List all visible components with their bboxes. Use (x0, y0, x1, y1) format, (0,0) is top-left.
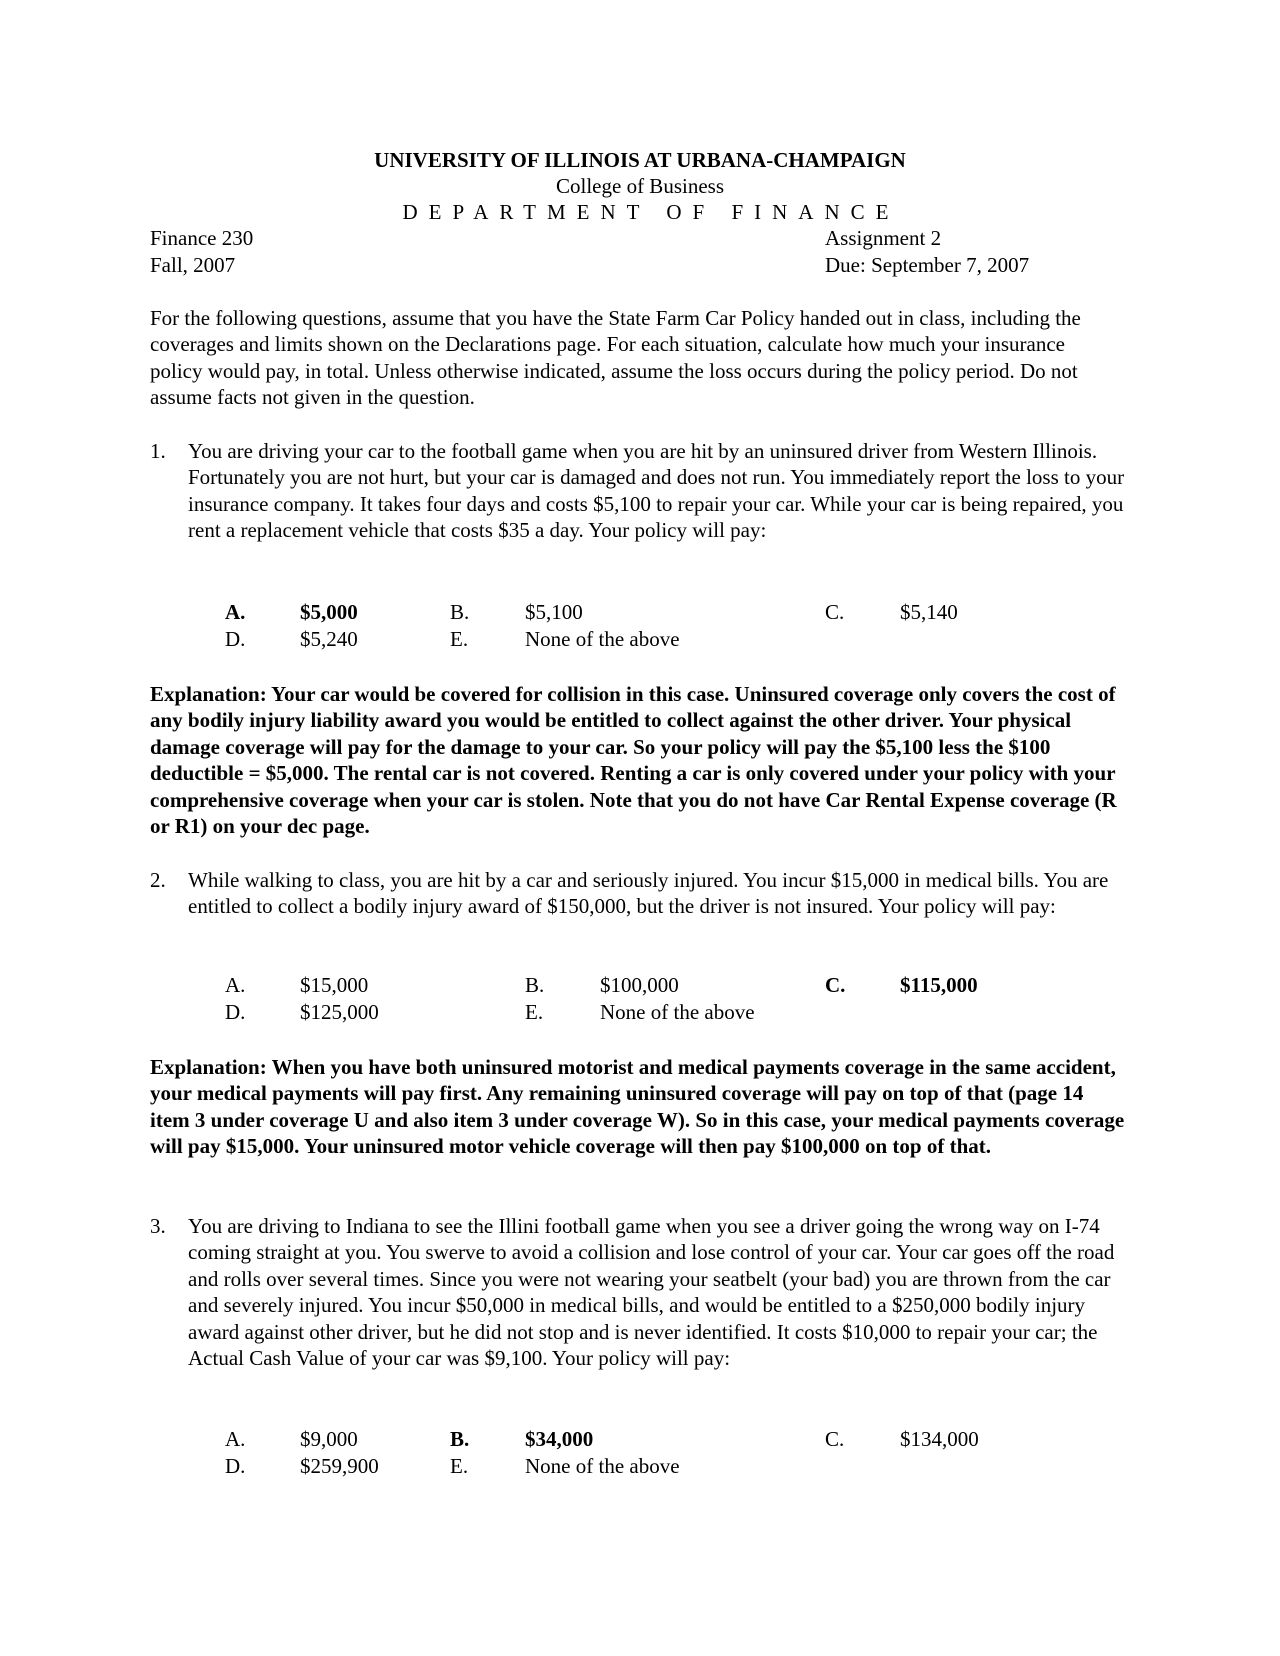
q2-option-b-letter: B. (525, 973, 545, 997)
q1-option-c-value: $5,140 (900, 600, 958, 624)
question-3-text: You are driving to Indiana to see the Illini football game when you see a driver going the wrong way on I-74 coming straight at you. You swerve to avoid a collision and lose control of your car. Your car goes off the road and rolls over several times. Since you were not wearing your seatbelt (your bad) you are thrown from the car and severely injured. You incur $50,000 in medical bills, and would be entitled to a $250,000 bodily injury award against other driver, but he did not stop and is never identified. It costs $10,000 to repair your car; the Actual Cash Value of your car was $9,100. Your policy will pay: (188, 1214, 1115, 1371)
q2-option-e-value: None of the above (600, 1000, 755, 1024)
question-3-number: 3. (150, 1214, 166, 1238)
q3-option-e-letter: E. (450, 1454, 469, 1478)
q1-option-d-letter: D. (225, 627, 246, 651)
q2-option-a-letter: A. (225, 973, 246, 997)
department-name: DEPARTMENT OF FINANCE (402, 200, 900, 224)
instructions-paragraph: For the following questions, assume that you have the State Farm Car Policy handed out in class, including the coverages and limits shown on the Declarations page. For each situation, calculate how much your insurance policy would pay, in total. Unless otherwise indicated, assume the loss occurs during the policy period. Do not assume facts not given in the question. (150, 306, 1081, 410)
due-date: Due: September 7, 2007 (825, 253, 1030, 277)
question-2-text: While walking to class, you are hit by a car and seriously injured. You incur $15,000 in medical bills. You are entitled to collect a bodily injury award of $150,000, but the driver is not insured. Your policy will pay: (188, 868, 1109, 919)
q2-option-c-value: $115,000 (900, 973, 978, 997)
term: Fall, 2007 (150, 253, 236, 277)
q3-option-c-letter: C. (825, 1427, 845, 1451)
college-name: College of Business (556, 174, 724, 198)
q2-option-b-value: $100,000 (600, 973, 679, 997)
question-1-explanation: Explanation: Your car would be covered for collision in this case. Uninsured coverage only covers the cost of any bodily injury liability award you would be entitled to collect against the other driver. Your physical damage coverage will pay for the damage to your car. So your policy will pay the $5,100 less the $100 deductible = $5,000. The rental car is not covered. Renting a car is only covered under your policy with your comprehensive coverage when your car is stolen. Note that you do not have Car Rental Expense coverage (R or R1) on your dec page. (150, 682, 1117, 839)
q3-option-c-value: $134,000 (900, 1427, 979, 1451)
q1-option-b-value: $5,100 (525, 600, 583, 624)
q1-option-e-letter: E. (450, 627, 469, 651)
q3-option-b-value: $34,000 (525, 1427, 594, 1451)
q2-option-d-value: $125,000 (300, 1000, 379, 1024)
q3-option-a-value: $9,000 (300, 1427, 358, 1451)
q3-option-d-letter: D. (225, 1454, 246, 1478)
q1-option-a-value: $5,000 (300, 600, 358, 624)
assignment-label: Assignment 2 (825, 226, 942, 250)
q1-option-c-letter: C. (825, 600, 845, 624)
q2-option-d-letter: D. (225, 1000, 246, 1024)
question-2-explanation: Explanation: When you have both uninsured motorist and medical payments coverage in the same accident, your medical payments will pay first. Any remaining uninsured coverage will pay on top of that (page 14 item 3 under coverage U and also item 3 under coverage W). So in this case, your medical payments coverage will pay $15,000. Your uninsured motor vehicle coverage will then pay $100,000 on top of that. (150, 1055, 1125, 1159)
question-2-number: 2. (150, 868, 166, 892)
q3-option-d-value: $259,900 (300, 1454, 379, 1478)
question-1-number: 1. (150, 439, 166, 463)
q3-option-b-letter: B. (450, 1427, 470, 1451)
q2-option-c-letter: C. (825, 973, 846, 997)
q1-option-e-value: None of the above (525, 627, 680, 651)
q1-option-d-value: $5,240 (300, 627, 358, 651)
q1-option-a-letter: A. (225, 600, 246, 624)
course-name: Finance 230 (150, 226, 254, 250)
q2-option-e-letter: E. (525, 1000, 544, 1024)
question-1-text: You are driving your car to the football game when you are hit by an uninsured driver from Western Illinois. Fortunately you are not hurt, but your car is damaged and does not run. You immediately report the loss to your insurance company. It takes four days and costs $5,100 to repair your car. While your car is being repaired, you rent a replacement vehicle that costs $35 a day. Your policy will pay: (188, 439, 1125, 543)
q1-option-b-letter: B. (450, 600, 470, 624)
q3-option-a-letter: A. (225, 1427, 246, 1451)
university-title: UNIVERSITY OF ILLINOIS AT URBANA-CHAMPAIGN (374, 148, 906, 172)
q3-option-e-value: None of the above (525, 1454, 680, 1478)
q2-option-a-value: $15,000 (300, 973, 369, 997)
